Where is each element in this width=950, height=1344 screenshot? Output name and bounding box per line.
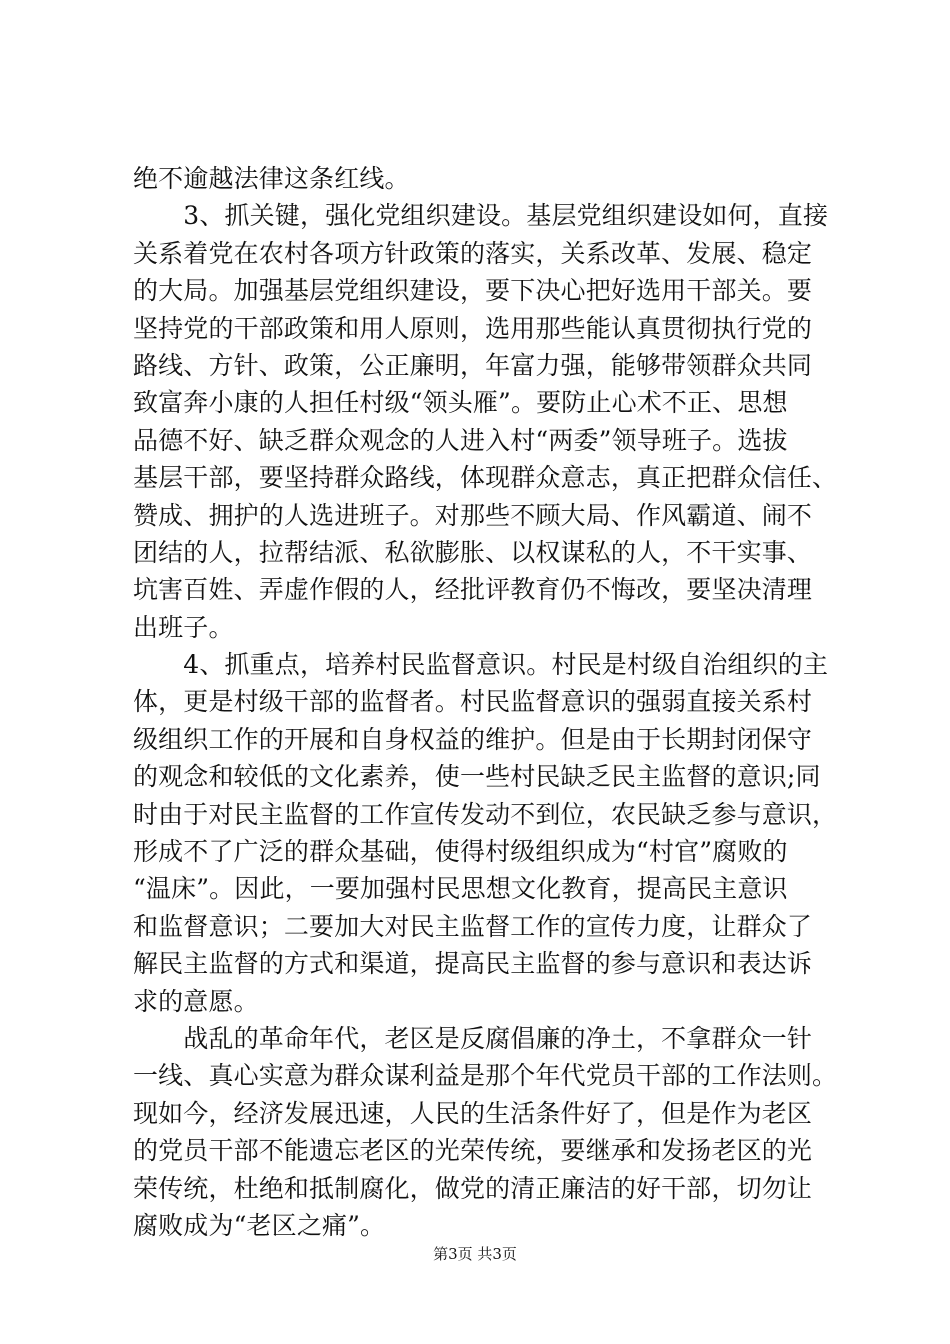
text-line: 腐败成为“老区之痛”。 xyxy=(133,1210,386,1240)
text-line: 4、抓重点，培养村民监督意识。村民是村级自治组织的主 xyxy=(133,650,829,680)
text-line: 赞成、拥护的人选进班子。对那些不顾大局、作风霸道、闹不 xyxy=(133,500,813,530)
text-line: 3、抓关键，强化党组织建设。基层党组织建设如何，直接 xyxy=(133,201,829,231)
text-line: 体，更是村级干部的监督者。村民监督意识的强弱直接关系村 xyxy=(133,687,813,717)
document-body xyxy=(133,160,838,1244)
text-line: 一线、真心实意为群众谋利益是那个年代党员干部的工作法则。 xyxy=(133,1061,838,1091)
text-line: 品德不好、缺乏群众观念的人进入村“两委”领导班子。选拔 xyxy=(133,425,788,455)
text-line: 荣传统，杜绝和抵制腐化，做党的清正廉洁的好干部，切勿让 xyxy=(133,1173,813,1203)
text-line: 级组织工作的开展和自身权益的维护。但是由于长期封闭保守 xyxy=(133,724,813,754)
text-line: 时由于对民主监督的工作宣传发动不到位，农民缺乏参与意识， xyxy=(133,799,838,829)
text-line: 出班子。 xyxy=(133,612,234,642)
text-line: 致富奔小康的人担任村级“领头雁”。要防止心术不正、思想 xyxy=(133,388,788,418)
text-line: 团结的人，拉帮结派、私欲膨胀、以权谋私的人，不干实事、 xyxy=(133,537,813,567)
text-line: 和监督意识；二要加大对民主监督工作的宣传力度，让群众了 xyxy=(133,911,813,941)
text-line: 的党员干部不能遗忘老区的光荣传统，要继承和发扬老区的光 xyxy=(133,1136,813,1166)
text-line: 基层干部，要坚持群众路线，体现群众意志，真正把群众信任、 xyxy=(133,463,838,493)
text-line: 求的意愿。 xyxy=(133,986,259,1016)
text-line: 的大局。加强基层党组织建设，要下决心把好选用干部关。要 xyxy=(133,276,813,306)
text-line: 现如今，经济发展迅速，人民的生活条件好了，但是作为老区 xyxy=(133,1098,813,1128)
text-line: 形成不了广泛的群众基础，使得村级组织成为“村官”腐败的 xyxy=(133,837,788,867)
text-line: 关系着党在农村各项方针政策的落实，关系改革、发展、稳定 xyxy=(133,238,813,268)
text-line: 的观念和较低的文化素养，使一些村民缺乏民主监督的意识;同 xyxy=(133,762,821,792)
text-line: 坑害百姓、弄虚作假的人，经批评教育仍不悔改，要坚决清理 xyxy=(133,575,813,605)
page-number-footer: 第3页 共3页 xyxy=(433,1245,517,1263)
text-line: 解民主监督的方式和渠道，提高民主监督的参与意识和表达诉 xyxy=(133,949,813,979)
text-line: 绝不逾越法律这条红线。 xyxy=(133,164,410,193)
text-line: 坚持党的干部政策和用人原则，选用那些能认真贯彻执行党的 xyxy=(133,313,813,343)
text-line: 战乱的革命年代，老区是反腐倡廉的净土，不拿群众一针 xyxy=(133,1023,813,1053)
text-line: 路线、方针、政策，公正廉明，年富力强，能够带领群众共同 xyxy=(133,350,813,380)
text-line: “温床”。因此，一要加强村民思想文化教育，提高民主意识 xyxy=(133,874,788,904)
